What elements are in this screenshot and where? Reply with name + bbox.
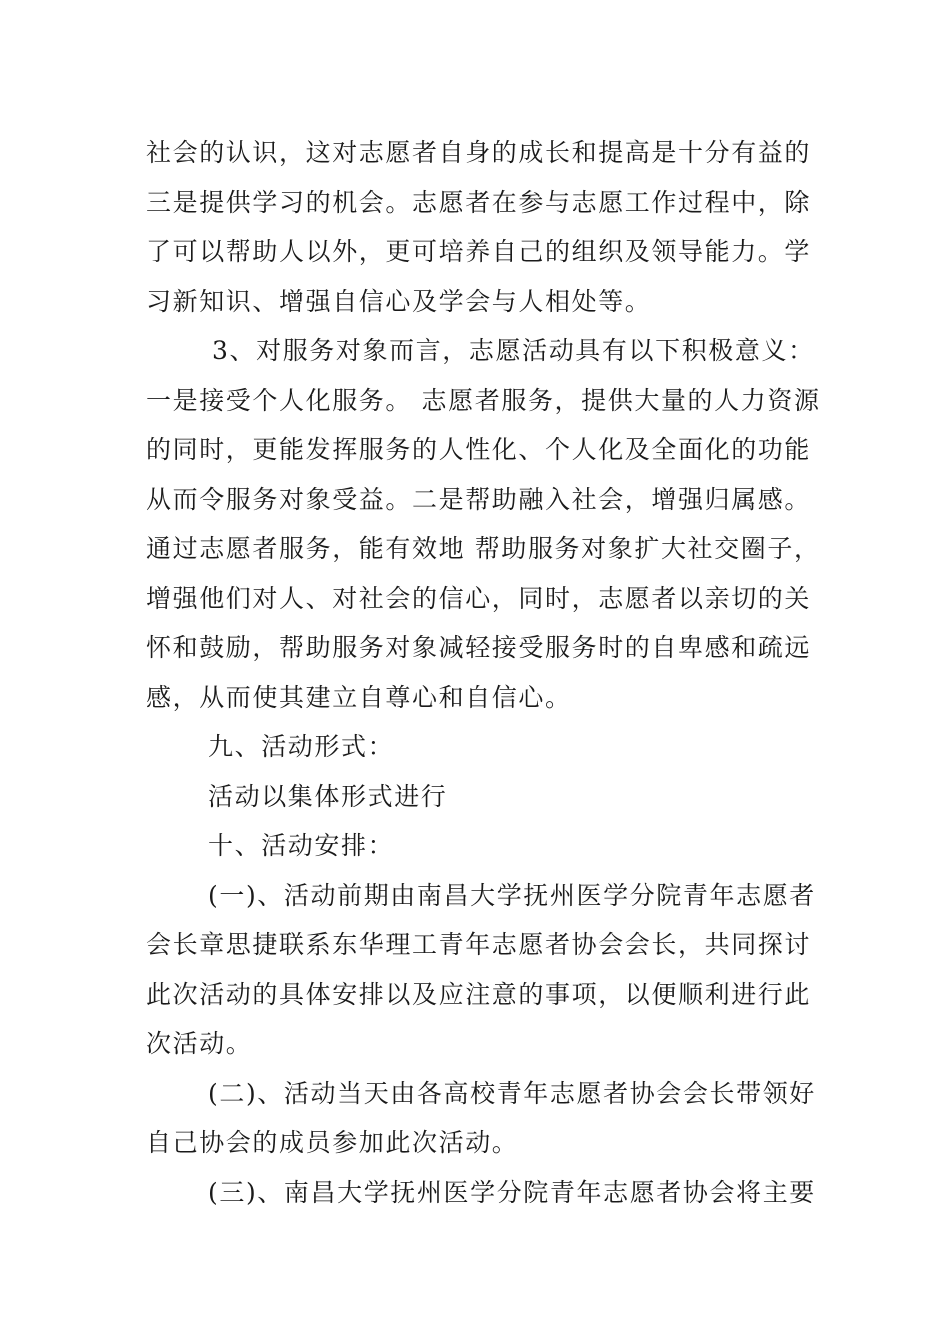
- list-item-3: (三)、南昌大学抚州医学分院青年志愿者协会将主要: [208, 1177, 816, 1207]
- list-item-2: (二)、活动当天由各高校青年志愿者协会会长带领好: [208, 1078, 816, 1108]
- section-heading-9: 九、活动形式：: [208, 732, 395, 761]
- text-line: 从而令服务对象受益。二是帮助融入社会，增强归属感。: [146, 484, 812, 514]
- text-line: 怀和鼓励，帮助服务对象减轻接受服务时的自卑感和疏远: [146, 633, 812, 662]
- section-heading-3: 3、对服务对象而言，志愿活动具有以下积极意义：: [212, 336, 815, 365]
- text-line: 三是提供学习的机会。志愿者在参与志愿工作过程中，除: [146, 187, 812, 217]
- text-line: 一是接受个人化服务。 志愿者服务，提供大量的人力资源: [146, 385, 821, 415]
- text-line: 通过志愿者服务，能有效地 帮助服务对象扩大社交圈子，: [146, 534, 821, 563]
- text-line: 活动以集体形式进行: [208, 781, 448, 811]
- section-heading-10: 十、活动安排：: [208, 831, 395, 860]
- text-line: 会长章思捷联系东华理工青年志愿者协会会长，共同探讨: [146, 930, 812, 959]
- text-line: 的同时，更能发挥服务的人性化、个人化及全面化的功能: [146, 435, 812, 464]
- text-line: 次活动。: [146, 1029, 253, 1058]
- text-line: 增强他们对人、对社会的信心，同时，志愿者以亲切的关: [146, 583, 812, 613]
- list-item-1: (一)、活动前期由南昌大学抚州医学分院青年志愿者: [208, 880, 816, 910]
- text-line: 感，从而使其建立自尊心和自信心。: [146, 682, 572, 712]
- text-line: 社会的认识，这对志愿者自身的成长和提高是十分有益的: [146, 138, 812, 167]
- document-body: [146, 128, 821, 1217]
- text-line: 习新知识、增强自信心及学会与人相处等。: [146, 286, 652, 316]
- text-line: 了可以帮助人以外，更可培养自己的组织及领导能力。学: [146, 237, 812, 266]
- text-line: 自己协会的成员参加此次活动。: [146, 1128, 519, 1157]
- text-line: 此次活动的具体安排以及应注意的事项，以便顺利进行此: [146, 979, 812, 1009]
